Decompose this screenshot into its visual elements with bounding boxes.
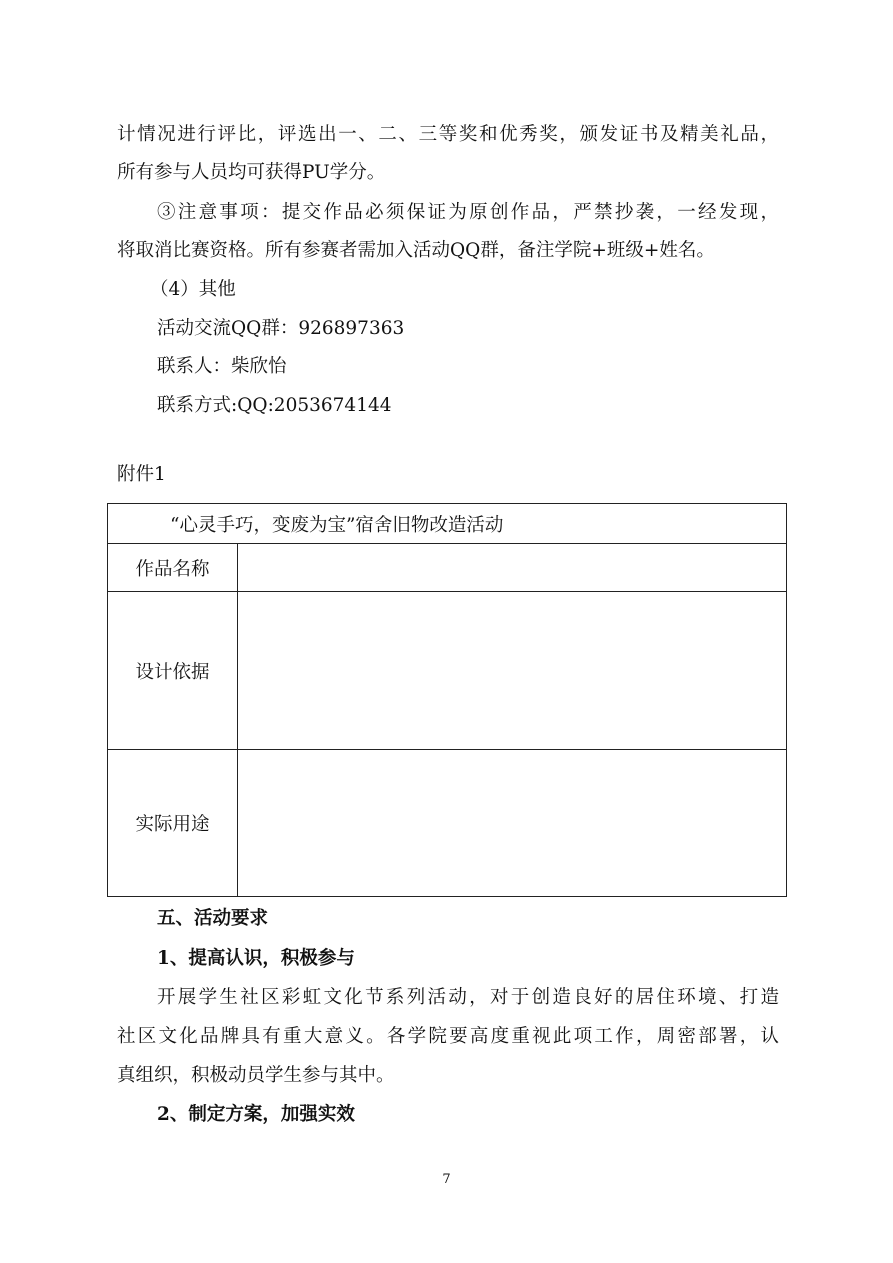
page-number: 7 (442, 1172, 451, 1187)
qq-group: 活动交流QQ群：926897363 (157, 318, 405, 339)
table-row (108, 592, 787, 750)
subsection-heading: 2、制定方案，加强实效 (157, 1104, 355, 1125)
row-label: 设计依据 (108, 592, 238, 750)
subsection-heading: 1、提高认识，积极参与 (157, 948, 355, 969)
section-heading: 五、活动要求 (157, 908, 269, 929)
row-label: 实际用途 (108, 750, 238, 897)
contact-method: 联系方式:QQ:2053674144 (157, 395, 392, 416)
table-row (108, 750, 787, 897)
paragraph-line: 将取消比赛资格。所有参赛者需加入活动QQ群，备注学院+班级+姓名。 (117, 240, 715, 261)
subheading-other: （4）其他 (150, 279, 236, 300)
row-value[interactable] (238, 544, 787, 592)
paragraph-line: 所有参与人员均可获得PU学分。 (117, 162, 386, 183)
table-row (108, 544, 787, 592)
paragraph-line: 计情况进行评比，评选出一、二、三等奖和优秀奖，颁发证书及精美礼品， (117, 124, 779, 145)
paragraph-line: 社区文化品牌具有重大意义。各学院要高度重视此项工作，周密部署，认 (117, 1026, 779, 1047)
table-title: “心灵手巧，变废为宝”宿舍旧物改造活动 (108, 504, 787, 544)
paragraph-line: 真组织，积极动员学生参与其中。 (117, 1065, 395, 1086)
row-value[interactable] (238, 750, 787, 897)
row-label: 作品名称 (108, 544, 238, 592)
attachment-label: 附件1 (117, 464, 166, 485)
paragraph-line: 开展学生社区彩虹文化节系列活动，对于创造良好的居住环境、打造 (157, 987, 779, 1008)
attachment-form-table (107, 503, 787, 897)
contact-person: 联系人：柴欣怡 (157, 356, 287, 377)
paragraph-line: ③注意事项：提交作品必须保证为原创作品，严禁抄袭，一经发现， (157, 202, 779, 223)
row-value[interactable] (238, 592, 787, 750)
